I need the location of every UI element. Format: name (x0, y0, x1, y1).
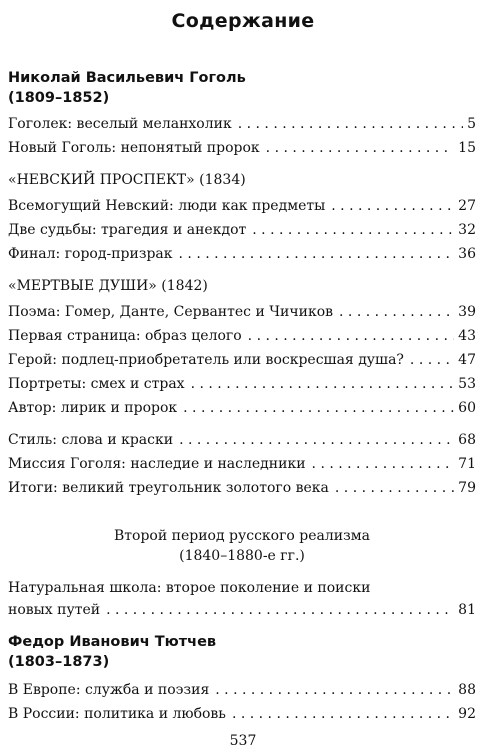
toc-entry[interactable] (8, 302, 476, 322)
toc-entry-page: 36 (458, 246, 476, 262)
toc-entry-page: 71 (458, 456, 476, 472)
toc-entry-label: В России: политика и любовь (8, 706, 226, 722)
toc-entry[interactable] (8, 430, 476, 450)
toc-entry-label: Портреты: смех и страх (8, 376, 185, 392)
toc-entry-page: 53 (458, 376, 476, 392)
toc-entry-continuation (8, 600, 476, 620)
author-years: (1809–1852) (8, 90, 110, 106)
dot-leader (331, 196, 454, 216)
author-years: (1803–1873) (8, 654, 110, 670)
dot-leader (339, 302, 454, 322)
dot-leader (232, 704, 454, 724)
toc-entry-label: Итоги: великий треугольник золотого века (8, 480, 329, 496)
dot-leader (410, 350, 454, 370)
dot-leader (183, 398, 454, 418)
period-title: Второй период русского реализма (113, 528, 370, 544)
toc-entry-label: Герой: подлец-приобретатель или воскресшая душа? (8, 352, 404, 368)
toc-entry-page: 5 (467, 116, 476, 132)
dot-leader (106, 600, 454, 620)
dot-leader (266, 138, 455, 158)
toc-entry[interactable] (8, 196, 476, 216)
toc-entry-page: 15 (458, 140, 476, 156)
dot-leader (252, 220, 454, 240)
toc-entry-label: Всемогущий Невский: люди как предметы (8, 198, 326, 214)
section-gogol (8, 68, 476, 158)
toc-entry[interactable] (8, 244, 476, 264)
toc-entry[interactable] (8, 374, 476, 394)
toc-entry-page: 68 (458, 432, 476, 448)
dot-leader (335, 478, 454, 498)
toc-entry-page: 60 (458, 400, 476, 416)
toc-entry-label: Миссия Гоголя: наследие и наследники (8, 456, 306, 472)
toc-entry[interactable] (8, 220, 476, 240)
section-gogol-conclusion (8, 430, 476, 498)
work-title: «МЕРТВЫЕ ДУШИ» (1842) (8, 278, 208, 294)
toc-entry[interactable] (8, 350, 476, 370)
dot-leader (179, 430, 454, 450)
toc-entry-page: 43 (458, 328, 476, 344)
toc-entry-page: 27 (458, 198, 476, 214)
toc-entry[interactable] (8, 680, 476, 700)
dot-leader (215, 680, 454, 700)
dot-leader (312, 454, 455, 474)
toc-entry-page: 39 (458, 304, 476, 320)
toc-entry-page: 88 (458, 682, 476, 698)
toc-entry[interactable] (8, 478, 476, 498)
toc-entry[interactable] (8, 326, 476, 346)
toc-entry-page: 79 (458, 480, 476, 496)
toc-entry-label: Натуральная школа: второе поколение и поиски (8, 580, 371, 596)
dot-leader (191, 374, 455, 394)
period-dates: (1840–1880-е гг.) (179, 548, 305, 564)
dot-leader (238, 114, 463, 134)
section-nevsky (8, 170, 476, 264)
page-title: Содержание (171, 10, 315, 32)
dot-leader (179, 244, 455, 264)
toc-entry-label: Новый Гоголь: непонятый пророк (8, 140, 260, 156)
section-tyutchev (8, 632, 476, 724)
toc-entry-natural-school[interactable] (8, 578, 476, 620)
toc-entry-page: 81 (458, 602, 476, 618)
toc-entry-label: Две судьбы: трагедия и анекдот (8, 222, 247, 238)
author-name: Федор Иванович Тютчев (8, 634, 217, 650)
dot-leader (248, 326, 455, 346)
author-name: Николай Васильевич Гоголь (8, 70, 246, 86)
toc-entry[interactable] (8, 704, 476, 724)
toc-entry-page: 32 (458, 222, 476, 238)
section-dead-souls (8, 276, 476, 418)
toc-entry[interactable] (8, 138, 476, 158)
toc-entry[interactable] (8, 454, 476, 474)
toc-entry-page: 92 (458, 706, 476, 722)
toc-entry-label: Поэма: Гомер, Данте, Сервантес и Чичиков (8, 304, 334, 320)
period-heading (8, 526, 476, 566)
toc-entry-label: Стиль: слова и краски (8, 432, 174, 448)
toc-entry[interactable] (8, 398, 476, 418)
work-title: «НЕВСКИЙ ПРОСПЕКТ» (1834) (8, 172, 246, 188)
toc-entry[interactable] (8, 114, 476, 134)
toc-entry-label: В Европе: служба и поэзия (8, 682, 210, 698)
table-of-contents (8, 68, 476, 724)
toc-entry-label: Финал: город-призрак (8, 246, 173, 262)
toc-entry-page: 47 (458, 352, 476, 368)
toc-entry-label: Первая страница: образ целого (8, 328, 242, 344)
toc-entry-label: Гоголек: веселый меланхолик (8, 116, 232, 132)
toc-entry-label: Автор: лирик и пророк (8, 400, 178, 416)
page-number: 537 (229, 733, 257, 749)
toc-entry-label-continued: новых путей (8, 602, 101, 618)
